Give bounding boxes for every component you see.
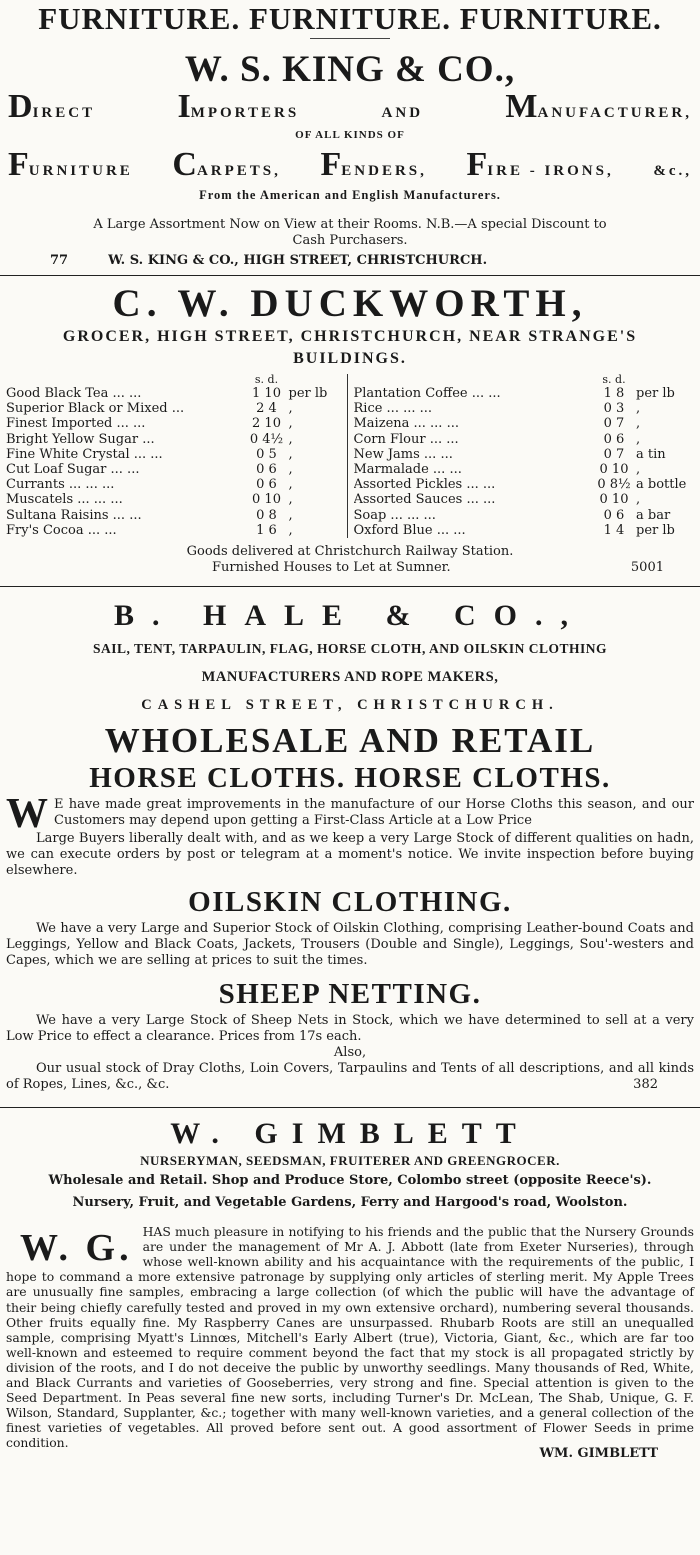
duckworth-ref: 5001 — [630, 560, 664, 576]
price-row — [354, 462, 695, 477]
price-price: 0 3 — [603, 401, 625, 417]
price-unit: , — [288, 507, 293, 523]
price-row — [354, 508, 695, 523]
price-item: Finest Imported ... ... — [6, 416, 146, 432]
price-unit: a bar — [636, 507, 671, 523]
king-advert — [0, 0, 700, 269]
tagline-word: FIRE - IRONS, — [466, 146, 614, 183]
oilskin-text: We have a very Large and Superior Stock of Oilskin Clothing, comprising Leather-bound Coats and Leggings, Yellow and Black Coats, Jackets, Trousers (Double and Single), Leggings, Sou'-westers and Capes, which we are selling at prices to suit the times. — [6, 921, 694, 969]
tagline-word: &c., — [653, 163, 692, 179]
gimblett-signature: WM. GIMBLETT — [539, 1446, 658, 1462]
gimblett-sub-3: Nursery, Fruit, and Vegetable Gardens, Ferry and Hargood's road, Woolston. — [72, 1195, 628, 1211]
price-column-left — [6, 374, 347, 538]
tagline-word: MANUFACTURER, — [505, 88, 692, 125]
price-price: 0 6 — [603, 431, 625, 447]
tagline-word: IMPORTERS — [177, 88, 300, 125]
king-of-all: OF ALL KINDS OF — [295, 129, 405, 141]
price-unit: a bottle — [636, 477, 687, 493]
price-item: Fry's Cocoa ... ... — [6, 522, 117, 538]
hale-sub-1: SAIL, TENT, TARPAULIN, FLAG, HORSE CLOTH, AND OILSKIN CLOTHING — [93, 641, 607, 657]
duckworth-advert — [0, 282, 700, 576]
horse-text: E have made great improvements in the manufacture of our Horse Cloths this season, and our Customers may depend upon getting a First-Class Article at a Low Price — [54, 797, 694, 829]
price-item: Bright Yellow Sugar ... — [6, 431, 155, 447]
duckworth-furnished: Furnished Houses to Let at Sumner. — [212, 560, 451, 576]
price-price: 1 10 — [252, 386, 281, 401]
king-from: From the American and English Manufacturers. — [199, 188, 501, 202]
price-item: New Jams ... ... — [353, 446, 453, 462]
price-price: 0 6 — [256, 462, 277, 478]
price-item: Cut Loaf Sugar ... ... — [6, 462, 140, 478]
price-row — [6, 401, 347, 416]
stock-text: Our usual stock of Dray Cloths, Loin Covers, Tarpaulins and Tents of all descriptions, and all kinds of Ropes, Lines, &c., &c. — [6, 1061, 694, 1093]
price-item: Maizena ... ... ... — [353, 416, 459, 432]
king-assortment: A Large Assortment Now on View at their Rooms. N.B.—A special Discount to — [93, 217, 607, 232]
price-row — [6, 416, 347, 431]
price-unit: , — [636, 462, 641, 478]
tagline-word: FURNITURE — [8, 146, 133, 183]
price-unit: , — [288, 416, 293, 432]
price-row — [6, 492, 347, 507]
king-header: FURNITURE. FURNITURE. FURNITURE. — [38, 1, 662, 36]
price-unit: , — [288, 522, 293, 538]
price-item: Plantation Coffee ... ... — [353, 386, 501, 401]
price-unit: , — [636, 431, 641, 447]
divider — [310, 38, 390, 39]
gimblett-text: HAS much pleasure in notifying to his friends and the public that the Nursery Grounds are under the management of Mr A. J. Abbott (late from Exeter Nurseries), through whose well-known ability and his acquaintance with the requirements of the public, I hope to command a more extensive patronage by supplying only articles of sterling merit. My Apple Trees are unusually fine samples, embracing a large collection (of which the public will have the advantage of their being chiefly carefully tested and proved in my own extensive orchard), numbering several thousands. Other fruits equally fine. My Raspberry Canes are unsurpassed. Rhubarb Roots are still an unequalled sample, comprising Myatt's Linnœs, Mitchell's Early Albert (true), Victoria, Giant, &c., which are far too well-known and esteemed to require comment beyond the fact that my stock is all propagated strictly by division of the roots, and I do not deceive the public by unworthy seedlings. Many thousands of Red, White, and Black Currants and varieties of Gooseberries, very strong and fine. Special attention is given to the Seed Department. In Peas several fine new sorts, including Turner's Dr. McLean, The Shab, Unique, G. F. Wilson, Standard, Supplanter, &c.; together with many well-known varieties, and a general collection of the finest varieties of vegetables. All proved before sent out. A good assortment of Flower Seeds in prime condition. — [6, 1224, 694, 1451]
price-unit: a tin — [636, 446, 666, 462]
price-price: 2 4 — [256, 401, 277, 417]
sheep-heading: SHEEP NETTING. — [218, 978, 482, 1011]
price-row — [354, 523, 695, 538]
price-unit: , — [288, 401, 293, 417]
price-unit: , — [288, 477, 293, 493]
king-address: W. S. KING & CO., HIGH STREET, CHRISTCHURCH. — [108, 253, 488, 268]
duckworth-sub-1: GROCER, HIGH STREET, CHRISTCHURCH, NEAR STRANGE'S — [62, 328, 638, 345]
wg-initials: W. G. — [20, 1227, 133, 1270]
price-price: 0 6 — [603, 507, 625, 523]
horse-heading: HORSE CLOTHS. HORSE CLOTHS. — [89, 762, 611, 795]
king-tagline-1 — [6, 88, 694, 125]
price-unit: , — [288, 462, 293, 478]
price-price: 0 6 — [256, 477, 277, 493]
price-price: 2 10 — [252, 416, 281, 432]
price-item: Rice ... ... ... — [353, 401, 433, 417]
price-price: 0 7 — [603, 416, 625, 432]
price-unit: , — [636, 401, 641, 417]
price-row — [6, 508, 347, 523]
price-row — [354, 386, 695, 401]
sd-header: s. d. — [602, 373, 626, 386]
wholesale-heading: WHOLESALE AND RETAIL — [104, 721, 596, 761]
price-row — [6, 386, 347, 401]
price-item: Corn Flour ... ... — [353, 431, 459, 447]
price-list — [6, 374, 694, 538]
price-unit: , — [288, 492, 293, 508]
price-item: Sultana Raisins ... ... — [6, 507, 142, 523]
sd-header: s. d. — [254, 373, 279, 386]
price-unit: , — [288, 431, 293, 447]
price-price: 0 10 — [599, 462, 629, 478]
king-tagline-2 — [6, 146, 694, 183]
hale-name: B. HALE & CO., — [113, 599, 587, 633]
hale-ref: 382 — [633, 1077, 658, 1093]
tagline-word: CARPETS, — [172, 146, 281, 183]
price-price: 1 4 — [603, 522, 625, 538]
price-row — [6, 523, 347, 538]
tagline-word: DIRECT — [8, 88, 96, 125]
price-item: Muscatels ... ... ... — [6, 492, 123, 508]
price-row — [354, 432, 695, 447]
hale-sub-2: MANUFACTURERS AND ROPE MAKERS, — [201, 669, 499, 686]
price-item: Marmalade ... ... — [353, 462, 462, 478]
horse-text-2: Large Buyers liberally dealt with, and as we keep a very Large Stock of different qualities on hadn, we can execute orders by post or telegram at a moment's notice. We invite inspection before buying elsewhere. — [6, 831, 694, 879]
price-item: Assorted Pickles ... ... — [353, 477, 496, 493]
duckworth-goods: Goods delivered at Christchurch Railway Station. — [186, 544, 514, 560]
price-row — [354, 477, 695, 492]
price-row — [6, 462, 347, 477]
price-unit: per lb — [636, 522, 675, 538]
price-item: Superior Black or Mixed ... — [6, 401, 185, 417]
price-unit: per lb — [288, 386, 328, 401]
price-price: 0 10 — [599, 492, 629, 508]
price-unit: , — [636, 416, 641, 432]
section-rule — [0, 1107, 700, 1108]
king-name: W. S. KING & CO., — [184, 49, 516, 90]
price-price: 0 8½ — [597, 477, 631, 493]
hale-sub-3: CASHEL STREET, CHRISTCHURCH. — [141, 697, 559, 714]
price-price: 0 8 — [256, 507, 277, 523]
price-item: Soap ... ... ... — [353, 507, 436, 523]
gimblett-sub-2: Wholesale and Retail. Shop and Produce Store, Colombo street (opposite Reece's). — [48, 1173, 652, 1189]
king-assortment-2: Cash Purchasers. — [292, 233, 408, 248]
sheep-text: We have a very Large Stock of Sheep Nets in Stock, which we have determined to sell at a very Low Price to effect a clearance. Prices from 17s each. — [6, 1013, 694, 1045]
gimblett-sub-1: NURSERYMAN, SEEDSMAN, FRUITERER AND GREENGROCER. — [140, 1153, 560, 1169]
price-row — [6, 477, 347, 492]
duckworth-sub-2: BUILDINGS. — [293, 350, 407, 367]
price-price: 0 10 — [252, 492, 281, 508]
also-label: Also, — [333, 1045, 367, 1061]
king-ref: 77 — [50, 253, 69, 268]
section-rule — [0, 586, 700, 587]
price-item: Assorted Sauces ... ... — [353, 492, 496, 508]
price-price: 0 7 — [603, 446, 625, 462]
price-column-right — [347, 374, 695, 538]
price-unit: per lb — [636, 386, 675, 401]
price-row — [354, 416, 695, 431]
price-item: Currants ... ... ... — [6, 477, 115, 493]
oilskin-heading: OILSKIN CLOTHING. — [188, 886, 512, 919]
price-unit: , — [636, 492, 641, 508]
price-item: Fine White Crystal ... ... — [6, 446, 163, 462]
duckworth-name: C. W. DUCKWORTH, — [112, 282, 588, 325]
tagline-word: AND — [381, 105, 424, 121]
price-price: 1 6 — [256, 522, 277, 538]
section-rule — [0, 275, 700, 276]
gimblett-name: W. GIMBLETT — [170, 1117, 530, 1151]
price-item: Oxford Blue ... ... — [353, 522, 466, 538]
tagline-word: FENDERS, — [320, 146, 427, 183]
price-price: 1 8 — [603, 386, 625, 401]
price-row — [354, 492, 695, 507]
price-price: 0 4½ — [249, 431, 284, 447]
price-row — [354, 447, 695, 462]
price-item: Good Black Tea ... ... — [6, 386, 142, 401]
hale-advert — [0, 597, 700, 1093]
price-price: 0 5 — [256, 446, 277, 462]
price-row — [354, 401, 695, 416]
price-unit: , — [288, 446, 293, 462]
price-row — [6, 432, 347, 447]
gimblett-advert — [0, 1116, 700, 1462]
horse-dropcap: W — [6, 791, 48, 838]
price-row — [6, 447, 347, 462]
